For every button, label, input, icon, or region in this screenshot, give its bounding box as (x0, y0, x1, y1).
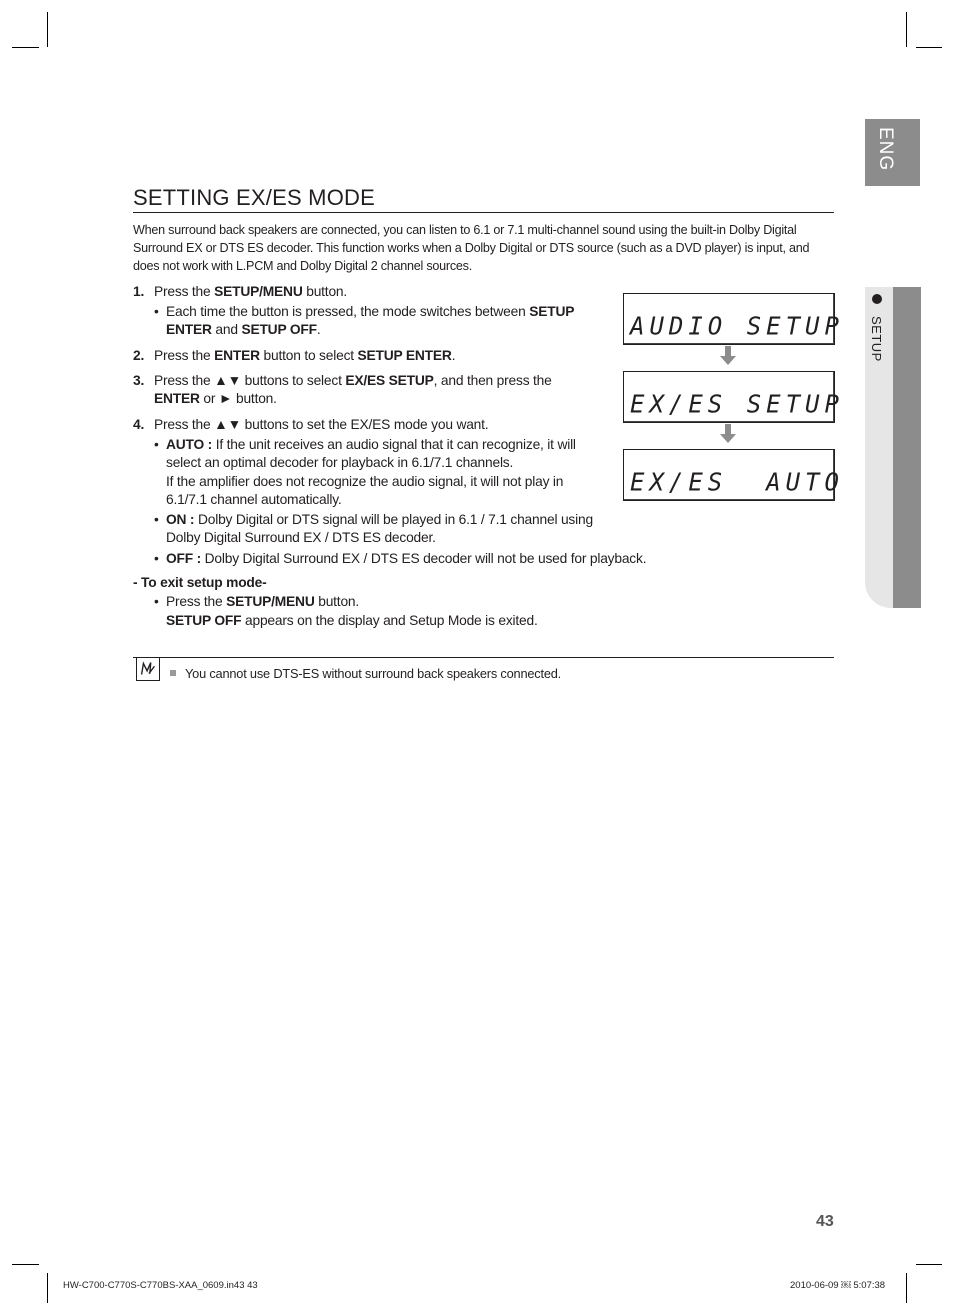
title-rule (133, 212, 834, 213)
crop-mark (916, 47, 942, 48)
note-bullet-icon (170, 670, 176, 676)
exit-heading: - To exit setup mode- (133, 575, 267, 590)
note-icon (136, 657, 160, 681)
crop-mark (47, 12, 48, 47)
note-rule (133, 657, 834, 658)
section-band-dark (893, 287, 921, 608)
crop-mark (916, 1264, 942, 1265)
arrow-down-icon (719, 346, 737, 366)
page-number: 43 (816, 1213, 834, 1230)
crop-mark (12, 1264, 39, 1265)
crop-mark (906, 1273, 907, 1303)
crop-mark (12, 47, 39, 48)
crop-mark (47, 1273, 48, 1303)
lcd-display-exes-auto: EX/ES AUTO (623, 449, 835, 501)
section-bullet-icon (872, 294, 882, 304)
section-label: SETUP (869, 316, 884, 362)
language-tab: ENG (865, 119, 920, 186)
page-title: SETTING EX/ES MODE (133, 185, 375, 210)
bullet-dot: • (154, 304, 159, 319)
intro-paragraph: When surround back speakers are connected, you can listen to 6.1 or 7.1 multi-channel sound using the built-in Dolby Digital Surround EX or DTS ES decoder. This function works when a Dolby Digital or DTS source (such as a DVD player) is input, and does not work with L.PCM and Dolby Digital 2 channel sources. (133, 223, 810, 273)
arrow-down-icon (719, 424, 737, 444)
lcd-display-exes-setup: EX/ES SETUP (623, 371, 835, 423)
step-1-text: Press the SETUP/MENU button. (154, 284, 348, 299)
footer-file-info: HW-C700-C770S-C770BS-XAA_0609.in43 43 (63, 1280, 258, 1291)
lcd-display-audio-setup: AUDIO SETUP (623, 293, 835, 345)
footer-timestamp: 2010-06-09 ￼ 5:07:38 (790, 1280, 886, 1291)
crop-mark (906, 12, 907, 47)
note-text: You cannot use DTS-ES without surround back speakers connected. (185, 666, 562, 681)
